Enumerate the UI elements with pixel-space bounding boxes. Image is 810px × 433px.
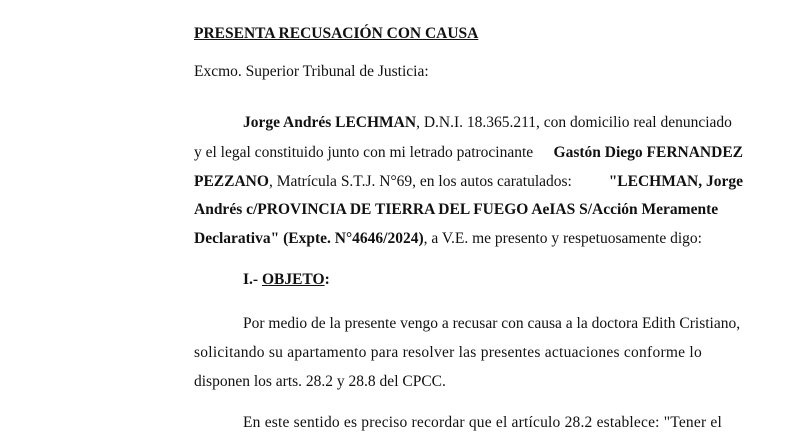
section-title: OBJETO [261,271,325,288]
paragraph-3-line-1: En este sentido es preciso recordar que el artículo 28.2 establece: "Tener el [243,414,722,431]
paragraph-1-line-3 [194,172,743,192]
paragraph-1-line-1 [243,113,743,133]
paragraph-2-line-1: Por medio de la presente vengo a recusar con causa a la doctora Edith Cristiano, [243,315,741,332]
case-caption-part-3: Declarativa" (Expte. N°4646/2024) [194,230,424,247]
document-title: PRESENTA RECUSACIÓN CON CAUSA [194,25,479,42]
p1-line1-text: , D.N.I. 18.365.211, con domicilio real denunciado [416,114,732,131]
lawyer-name: Gastón Diego FERNANDEZ [553,144,743,161]
salutation: Excmo. Superior Tribunal de Justicia: [194,63,429,80]
p1-line5-text: , a V.E. me presento y respetuosamente digo: [423,230,702,247]
lawyer-surname: PEZZANO [194,173,269,190]
case-caption-part-1: "LECHMAN, Jorge [608,173,743,190]
party-name: Jorge Andrés LECHMAN [243,114,417,131]
section-colon: : [324,271,330,288]
paragraph-1-line-5 [194,229,702,249]
section-number: I.- [243,271,262,288]
case-caption-part-2: Andrés c/PROVINCIA DE TIERRA DEL FUEGO AeIAS S/Acción Meramente [194,201,719,218]
paragraph-1-line-2 [194,143,743,163]
p1-line3-text: , Matrícula S.T.J. N°69, en los autos caratulados: [268,173,572,190]
section-heading-objeto [243,270,330,290]
paragraph-1-line-4 [194,200,743,220]
p1-line2-text: y el legal constituido junto con mi letrado patrocinante [194,144,534,161]
paragraph-2-line-3: disponen los arts. 28.2 y 28.8 del CPCC. [194,373,446,390]
paragraph-2-line-2: solicitando su apartamento para resolver las presentes actuaciones conforme lo [194,344,702,361]
